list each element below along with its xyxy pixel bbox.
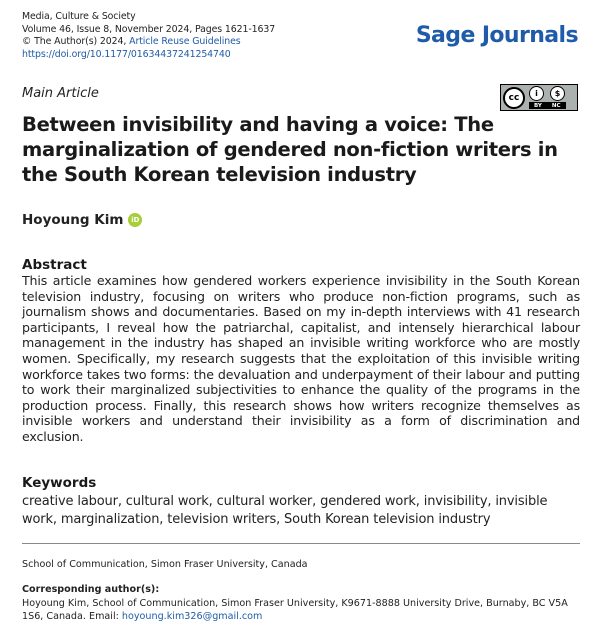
- by-label: BY: [534, 102, 542, 109]
- article-type: Main Article: [22, 86, 99, 101]
- cc-license-badge[interactable]: [500, 84, 578, 111]
- cc-conditions: [529, 86, 566, 109]
- author: [22, 212, 142, 228]
- reuse-guidelines-link[interactable]: Article Reuse Guidelines: [129, 36, 241, 48]
- keywords-heading: Keywords: [22, 475, 97, 491]
- orcid-icon[interactable]: iD: [128, 213, 142, 227]
- doi-link[interactable]: https://doi.org/10.1177/01634437241254740: [22, 48, 231, 60]
- copyright-text: © The Author(s) 2024,: [22, 36, 127, 48]
- noncommercial-icon: $: [550, 86, 565, 101]
- corresponding-author-heading: Corresponding author(s):: [22, 584, 160, 595]
- corresponding-author-text: [22, 597, 582, 623]
- corresponding-author-address: Hoyoung Kim, School of Communication, Simon Fraser University, K9671-8888 University Drive, Burnaby, BC V5A 1S6, Canada. Email:: [22, 598, 568, 622]
- cc-strip: [529, 102, 566, 109]
- email-link[interactable]: hoyoung.kim326@gmail.com: [121, 611, 263, 622]
- copyright-line: [22, 36, 275, 49]
- author-name[interactable]: Hoyoung Kim: [22, 212, 124, 228]
- journal-name: Media, Culture & Society: [22, 11, 136, 22]
- keywords-text: creative labour, cultural work, cultural worker, gendered work, invisibility, invisible work, marginalization, television writers, South Korean television industry: [22, 494, 548, 527]
- volume-line: Volume 46, Issue 8, November 2024, Pages 1621-1637: [22, 23, 276, 35]
- affiliation: School of Communication, Simon Fraser University, Canada: [22, 559, 308, 570]
- abstract-heading: Abstract: [22, 257, 87, 273]
- cc-icon: cc: [503, 87, 525, 109]
- sage-journals-logo[interactable]: Sage Journals: [415, 23, 578, 48]
- journal-info: [22, 11, 275, 61]
- divider: [22, 543, 580, 544]
- nc-label: NC: [551, 102, 561, 109]
- attribution-icon: i: [529, 86, 544, 101]
- abstract-text: This article examines how gendered workers experience invisibility in the South Korean television industry, focusing on writers who produce non-fiction programs, such as journalism shows and documentaries. Based on my in-depth interviews with 41 research participants, I reveal how the patriarchal, capitalist, and intensely hierarchical labour management in the industry has shaped an invisible writing workforce who are mostly women. Specifically, my research suggests that the exploitation of this invisible writing workforce takes two forms: the devaluation and underpayment of their labour and putting to work their marginalized subjectivities to enhance the quality of the programs in the production process. Finally, this research shows how writers recognize themselves as invisible workers and understand their invisibility as a form of discrimination and exclusion.: [22, 273, 580, 444]
- article-title: Between invisibility and having a voice: The marginalization of gendered non-fiction writers in the South Korean television industry: [22, 113, 558, 186]
